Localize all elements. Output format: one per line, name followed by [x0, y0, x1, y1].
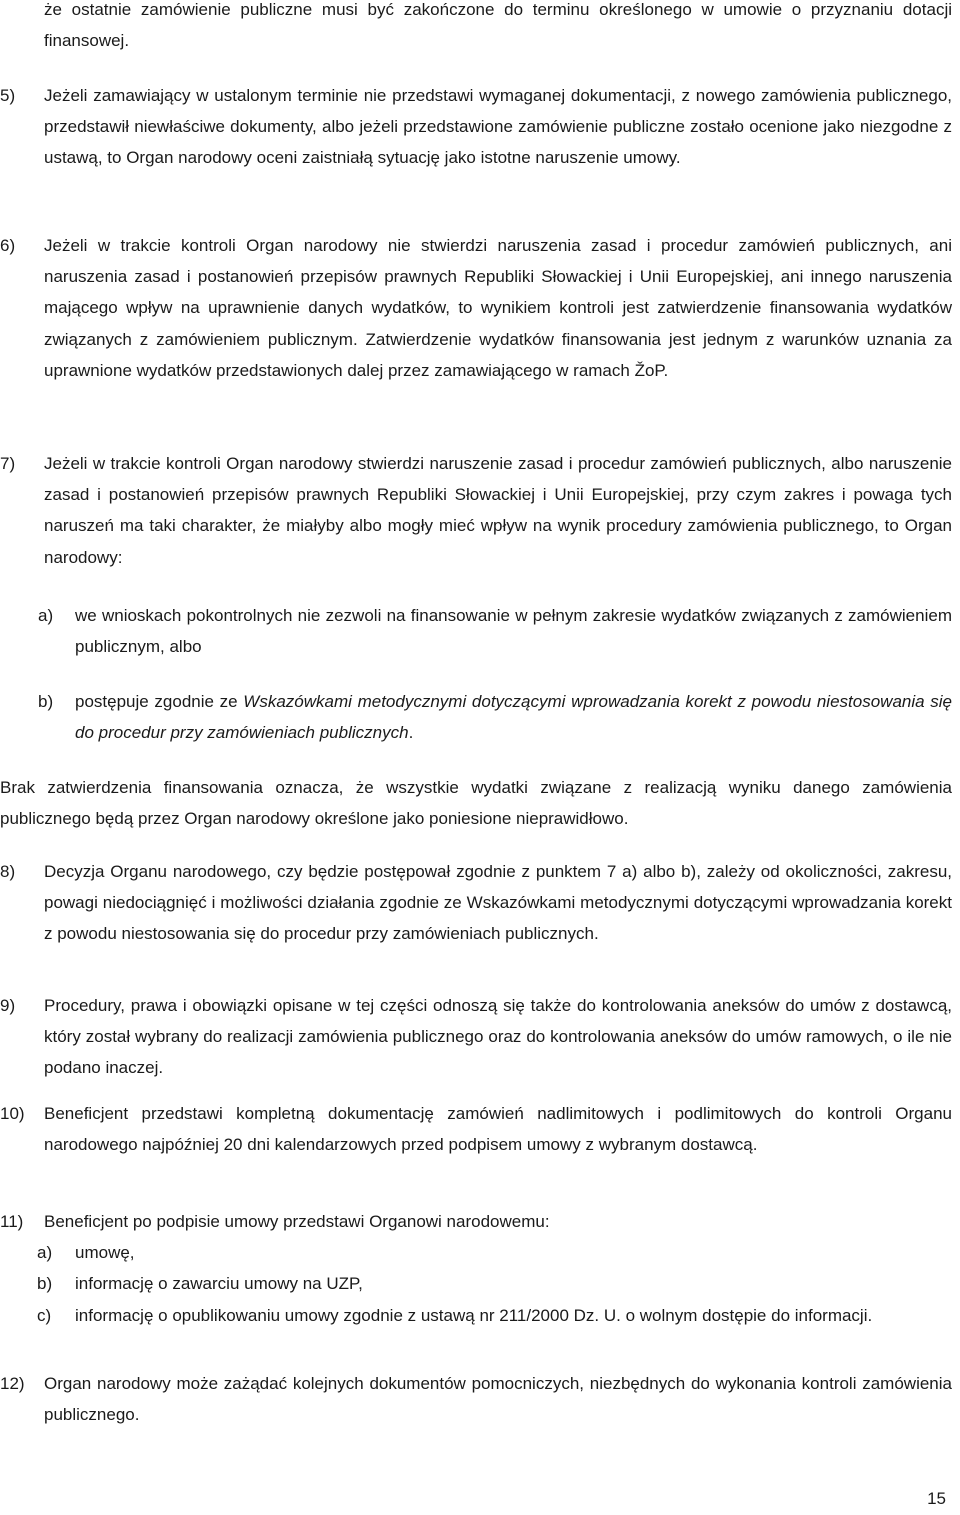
item-number: 7): [0, 454, 16, 473]
item-text: Procedury, prawa i obowiązki opisane w tej części odnoszą się także do kontrolowania aneksów do umów z dostawcą, który został wybrany do realizacji zamówienia publicznego oraz do kontrolowania aneksów do umów ramowych, o ile nie podano inaczej.: [44, 996, 952, 1078]
item-text: Beneficjent po podpisie umowy przedstawi Organowi narodowemu:: [44, 1212, 550, 1231]
subitem-letter: c): [37, 1305, 52, 1325]
intro-paragraph: że ostatnie zamówienie publiczne musi być zakończone do terminu określonego w umowie o przyznaniu dotacji finansowej.: [44, 0, 952, 51]
list-item-11: [0, 1206, 952, 1331]
subitem-letter: a): [37, 1243, 53, 1263]
guidelines-title: Wskazówkami metodycznymi dotyczącymi wprowadzania korekt z powodu niestosowania się do procedur przy zamówieniach publicznych: [75, 692, 952, 743]
item-11-subitem-a: [0, 1237, 952, 1268]
subitem-text: umowę,: [75, 1243, 135, 1263]
page-number: 15: [927, 1489, 946, 1508]
item-text: Organ narodowy może zażądać kolejnych dokumentów pomocniczych, niezbędnych do wykonania kontroli zamówienia publicznego.: [44, 1374, 952, 1425]
subitem-letter: b): [37, 1274, 53, 1294]
item-number: 12): [0, 1374, 25, 1393]
subitem-text: we wnioskach pokontrolnych nie zezwoli na finansowanie w pełnym zakresie wydatków związanych z zamówieniem publicznym, albo: [75, 606, 952, 657]
subitem-letter: a): [38, 606, 54, 625]
list-item-6: [0, 230, 952, 386]
subitem-text: informację o zawarciu umowy na UZP,: [75, 1274, 363, 1294]
item-number: 8): [0, 862, 16, 881]
item-text: Jeżeli zamawiający w ustalonym terminie nie przedstawi wymaganej dokumentacji, z nowego zamówienia publicznego, przedstawił niewłaściwe dokumenty, albo jeżeli przedstawione zamówienie publiczne zostało ocenione jako niezgodne z ustawą, to Organ narodowy oceni zaistniałą sytuację jako istotne naruszenie umowy.: [44, 86, 952, 168]
item-11-sublist: [0, 1237, 952, 1331]
subitem-letter: b): [38, 692, 54, 711]
item-number: 9): [0, 996, 16, 1015]
item-11-subitem-c: [0, 1300, 952, 1331]
item-text: Decyzja Organu narodowego, czy będzie postępował zgodnie z punktem 7 a) albo b), zależy od okoliczności, zakresu, powagi niedociągnięć i możliwości działania zgodnie ze Wskazówkami metodycznymi dotyczącymi wprowadzania korekt z powodu niestosowania się do procedur przy zamówieniach publicznych.: [44, 862, 952, 944]
brak-paragraph: Brak zatwierdzenia finansowania oznacza, że wszystkie wydatki związane z realizacją wyniku danego zamówienia publicznego będą przez Organ narodowy określone jako poniesione nieprawidłowo.: [0, 778, 952, 829]
item-11-subitem-b: [0, 1268, 952, 1299]
item-text: Beneficjent przedstawi kompletną dokumentację zamówień nadlimitowych i podlimitowych do kontroli Organu narodowego najpóźniej 20 dni kalendarzowych przed podpisem umowy z wybranym dostawcą.: [44, 1104, 952, 1155]
list-item-9: [0, 990, 952, 1084]
list-item-7: [0, 448, 952, 573]
subitem-prefix: postępuje zgodnie ze: [75, 692, 244, 711]
subitem-text: [75, 686, 952, 748]
item-7-subitem-a: [38, 600, 952, 662]
item-number: 6): [0, 236, 16, 255]
subitem-text: informację o opublikowaniu umowy zgodnie z ustawą nr 211/2000 Dz. U. o wolnym dostępie do informacji.: [75, 1305, 873, 1325]
item-number: 5): [0, 86, 16, 105]
item-text: Jeżeli w trakcie kontroli Organ narodowy nie stwierdzi naruszenia zasad i procedur zamówień publicznych, ani naruszenia zasad i postanowień przepisów prawnych Republiki Słowackiej i Unii Europejskiej, ani innego naruszenia mającego wpływ na uprawnienie danych wydatków, to wynikiem kontroli jest zatwierdzenie finansowania wydatków związanych z zamówieniem publicznym. Zatwierdzenie wydatków finansowania jest jednym z warunków uznania za uprawnione wydatków przedstawionych dalej przez zamawiającego w ramach ŽoP.: [44, 236, 952, 380]
list-item-5: [0, 80, 952, 174]
item-number: 11): [0, 1212, 24, 1231]
list-item-8: [0, 856, 952, 950]
item-text: Jeżeli w trakcie kontroli Organ narodowy stwierdzi naruszenie zasad i procedur zamówień publicznych, albo naruszenie zasad i postanowień przepisów prawnych Republiki Słowackiej i Unii Europejskiej, przy czym zakres i powaga tych naruszeń ma taki charakter, że miałyby albo mogły mieć wpływ na wynik procedury zamówienia publicznego, to Organ narodowy:: [44, 454, 952, 567]
item-number: 10): [0, 1104, 25, 1123]
subitem-suffix: .: [408, 723, 414, 743]
list-item-12: [0, 1368, 952, 1430]
item-7-subitem-b: [38, 686, 952, 748]
list-item-10: [0, 1098, 952, 1160]
